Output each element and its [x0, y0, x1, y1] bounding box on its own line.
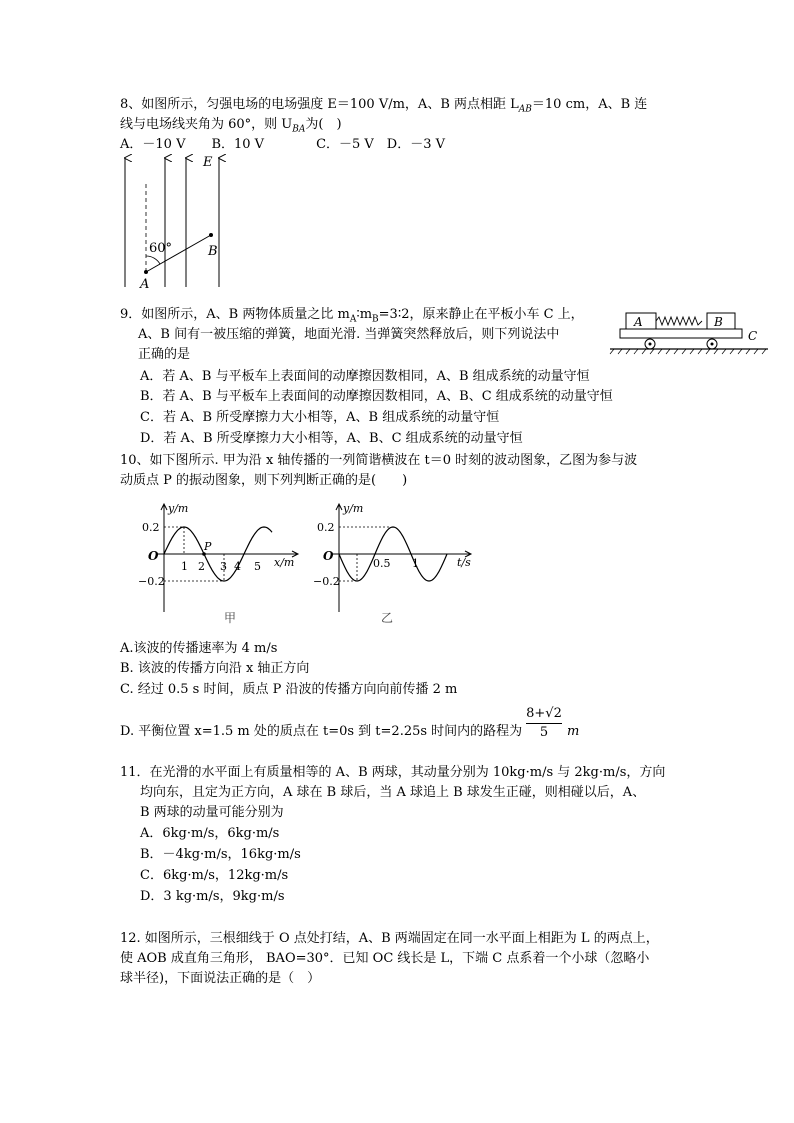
- q11-line2: 均向东，且定为正方向，A 球在 B 球后，当 A 球追上 B 球发生正碰，则相碰以后，A、: [140, 785, 646, 800]
- caption-jia: 甲: [224, 611, 237, 625]
- q11-line3: B 两球的动量可能分别为: [140, 805, 284, 820]
- y-pos-label: 0.2: [142, 521, 160, 534]
- cart-c-label: C: [748, 329, 758, 343]
- t-tick-05: 0.5: [373, 557, 391, 570]
- wheel-hub: [649, 343, 652, 346]
- q9-line3: 正确的是: [138, 347, 191, 362]
- unit-m: m: [567, 724, 580, 739]
- q11-option-a: A．6kg·m/s，6kg·m/s: [140, 826, 280, 841]
- x-tick-5: 5: [254, 560, 261, 573]
- q12-line2: 使 AOB 成直角三角形， BAO=30°．已知 OC 线长是 L，下端 C 点系着一个小球（忽略小: [120, 951, 650, 966]
- x-tick-2: 2: [198, 560, 205, 573]
- q10-line1: 10、如下图所示. 甲为沿 x 轴传播的一列简谐横波在 t＝0 时刻的波动图象，乙图为参与波: [120, 453, 638, 468]
- angle-arc: [146, 256, 160, 264]
- q11-option-c: C．6kg·m/s，12kg·m/s: [140, 868, 289, 883]
- x-tick-4: 4: [234, 560, 241, 573]
- q8-line1: 8、如图所示，匀强电场的电场强度 E＝100 V/m，A、B 两点相距 $L_{AB}=10$ cm，A、B 连: [120, 97, 648, 115]
- cart-spring-diagram: [610, 308, 770, 358]
- q9-option-a: A．若 A、B 与平板车上表面间的动摩擦因数相同，A、B 组成系统的动量守恒: [140, 369, 590, 384]
- y-neg-label: −0.2: [313, 575, 340, 588]
- q10-option-a: A.该波的传播速率为 4 m/s: [120, 641, 278, 656]
- x-tick-3: 3: [220, 560, 227, 573]
- label-b: B: [208, 244, 218, 259]
- q9-option-b: B．若 A、B 与平板车上表面间的动摩擦因数相同，A、B、C 组成系统的动量守恒: [140, 389, 613, 404]
- wheel-hub: [711, 343, 714, 346]
- q9-line2: A、B 间有一被压缩的弹簧，地面光滑. 当弹簧突然释放后，则下列说法中: [138, 327, 560, 342]
- spring: [656, 317, 702, 325]
- q8-options: A．－10 V B．10 V C．－5 V D．－3 V: [120, 137, 446, 152]
- ground-hatching: [610, 349, 766, 354]
- y-axis-label: y/m: [343, 502, 364, 515]
- point-p-label: P: [204, 540, 212, 553]
- block-a-label: A: [634, 315, 643, 329]
- q10-option-d: D. 平衡位置 x=1.5 m 处的质点在 t=0s 到 t=2.25s 时间内的路程为: [120, 724, 523, 739]
- fraction-bar: [526, 723, 562, 724]
- origin-label: O: [148, 549, 159, 563]
- q10-option-b: B. 该波的传播方向沿 x 轴正方向: [120, 661, 310, 676]
- caption-yi: 乙: [381, 611, 394, 625]
- q9-option-c: C．若 A、B 所受摩擦力大小相等，A、B 组成系统的动量守恒: [140, 410, 500, 425]
- y-neg-label: −0.2: [138, 575, 165, 588]
- q9-option-d: D．若 A、B 所受摩擦力大小相等，A、B、C 组成系统的动量守恒: [140, 431, 523, 446]
- t-axis-label: t/s: [457, 556, 471, 569]
- t-tick-1: 1: [412, 557, 419, 570]
- y-pos-label: 0.2: [317, 521, 335, 534]
- fraction-denominator: 5: [539, 725, 549, 740]
- q10-option-c: C. 经过 0.5 s 时间，质点 P 沿波的传播方向向前传播 2 m: [120, 682, 458, 697]
- q12-line3: 球半径)，下面说法正确的是（ ）: [120, 971, 321, 986]
- point-b: [209, 233, 213, 237]
- q11-option-b: B．－4kg·m/s，16kg·m/s: [140, 847, 301, 862]
- wave-graph-jia: [140, 500, 310, 630]
- fraction-numerator: 8+√2: [526, 706, 562, 721]
- fraction: [524, 706, 564, 741]
- q11-option-d: D．3 kg·m/s，9kg·m/s: [140, 889, 285, 904]
- angle-label: 60°: [149, 241, 173, 256]
- x-axis-label: x/m: [274, 556, 295, 569]
- vibration-graph-yi: [315, 500, 485, 630]
- q12-line1: 12. 如图所示，三根细线于 O 点处打结，A、B 两端固定在同一水平面上相距为 L 的两点上，: [120, 931, 659, 946]
- q8-line2: 线与电场线夹角为 60°，则 $U_{BA}$为( ): [120, 117, 342, 135]
- y-axis-label: y/m: [168, 502, 189, 515]
- electric-field-diagram: [118, 152, 228, 292]
- point-a: [144, 270, 148, 274]
- q9-line1: 9．如图所示，A、B 两物体质量之比 $m_A∶m_B=3∶2$，原来静止在平板小车 C 上，: [120, 307, 584, 325]
- block-b-label: B: [714, 315, 723, 329]
- x-tick-1: 1: [181, 560, 188, 573]
- label-a: A: [140, 277, 150, 292]
- origin-label: O: [323, 549, 334, 563]
- q10-line2: 动质点 P 的振动图象，则下列判断正确的是( ): [120, 473, 408, 488]
- cart-c: [620, 329, 742, 338]
- q11-line1: 11．在光滑的水平面上有质量相等的 A、B 两球，其动量分别为 10kg·m/s 与 2kg·m/s，方向: [120, 765, 666, 780]
- field-e-label: E: [203, 155, 213, 170]
